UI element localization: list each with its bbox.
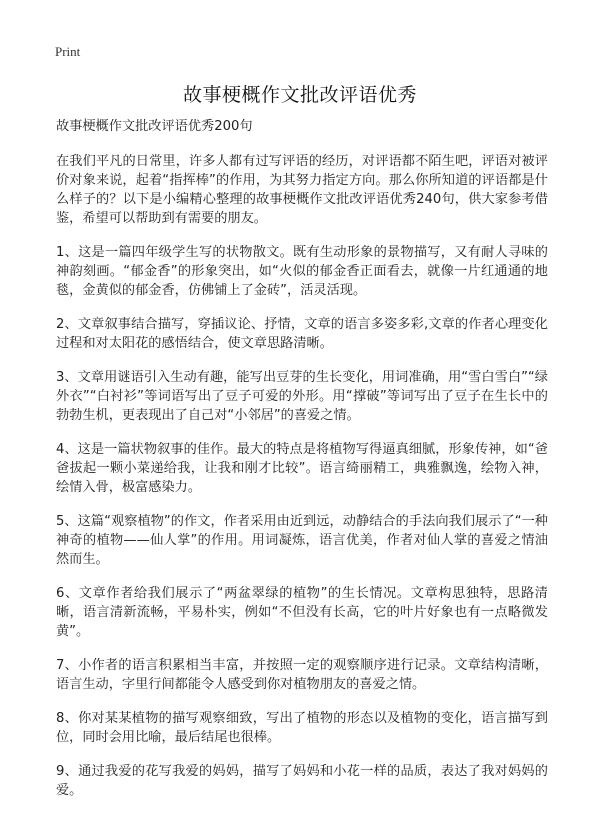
document-body [56, 117, 548, 815]
comment-item-8: 8、你对某某植物的描写观察细致，写出了植物的形态以及植物的变化，语言描写到位，同时会用比喻，最后结尾也很棒。 [56, 711, 548, 745]
page-title: 故事梗概作文批改评语优秀 [182, 84, 417, 106]
document-subtitle: 故事梗概作文批改评语优秀200句 [56, 119, 253, 134]
comment-item-7: 7、小作者的语言积累相当丰富，并按照一定的观察顺序进行记录。文章结构清晰，语言生动，字里行间都能令人感受到你对植物朋友的喜爱之情。 [56, 658, 548, 692]
intro-paragraph: 在我们平凡的日常里，许多人都有过写评语的经历，对评语都不陌生吧，评语对被评价对象来说，起着“指挥棒”的作用，为其努力指定方向。那么你所知道的评语都是什么样子的？以下是小编精心整理的故事梗概作文批改评语优秀240句，供大家参考借鉴，希望可以帮助到有需要的朋友。 [56, 154, 548, 226]
print-label[interactable]: Print [55, 44, 81, 59]
comment-item-4: 4、这是一篇状物叙事的佳作。最大的特点是将植物写得逼真细腻，形象传神，如“爸爸拔起一颗小菜递给我，让我和刚才比较”。语言绮丽精工，典雅飘逸，绘物入神，绘情入骨，极富感染力。 [56, 442, 548, 495]
comment-item-2: 2、文章叙事结合描写，穿插议论、抒情，文章的语言多姿多彩,文章的作者心理变化过程和对太阳花的感悟结合，使文章思路清晰。 [56, 317, 548, 351]
comment-item-1: 1、这是一篇四年级学生写的状物散文。既有生动形象的景物描写，又有耐人寻味的神韵刻画。“郁金香”的形象突出，如“火似的郁金香正面看去，就像一片红通通的地毯，金黄似的郁金香，仿佛铺上了金砖”，活灵活现。 [56, 245, 548, 298]
comment-item-9: 9、通过我爱的花写我爱的妈妈，描写了妈妈和小花一样的品质，表达了我对妈妈的爱。 [56, 764, 548, 798]
comment-item-6: 6、文章作者给我们展示了“两盆翠绿的植物”的生长情况。文章构思独特，思路清晰，语言清新流畅，平易朴实，例如“不但没有长高，它的叶片好象也有一点略微发黄”。 [56, 586, 548, 639]
comment-item-5: 5、这篇“观察植物”的作文，作者采用由近到远，动静结合的手法向我们展示了“一种神奇的植物——仙人掌”的作用。用词凝炼，语言优美，作者对仙人掌的喜爱之情油然而生。 [56, 514, 548, 567]
comment-item-3: 3、文章用谜语引入生动有趣，能写出豆芽的生长变化，用词准确，用“雪白雪白”“绿外衣”“白衬衫”等词语写出了豆子可爱的外形。用“撑破”等词写出了豆子在生长中的勃勃生机，更表现出了自己对“小邻居”的喜爱之情。 [56, 370, 548, 423]
